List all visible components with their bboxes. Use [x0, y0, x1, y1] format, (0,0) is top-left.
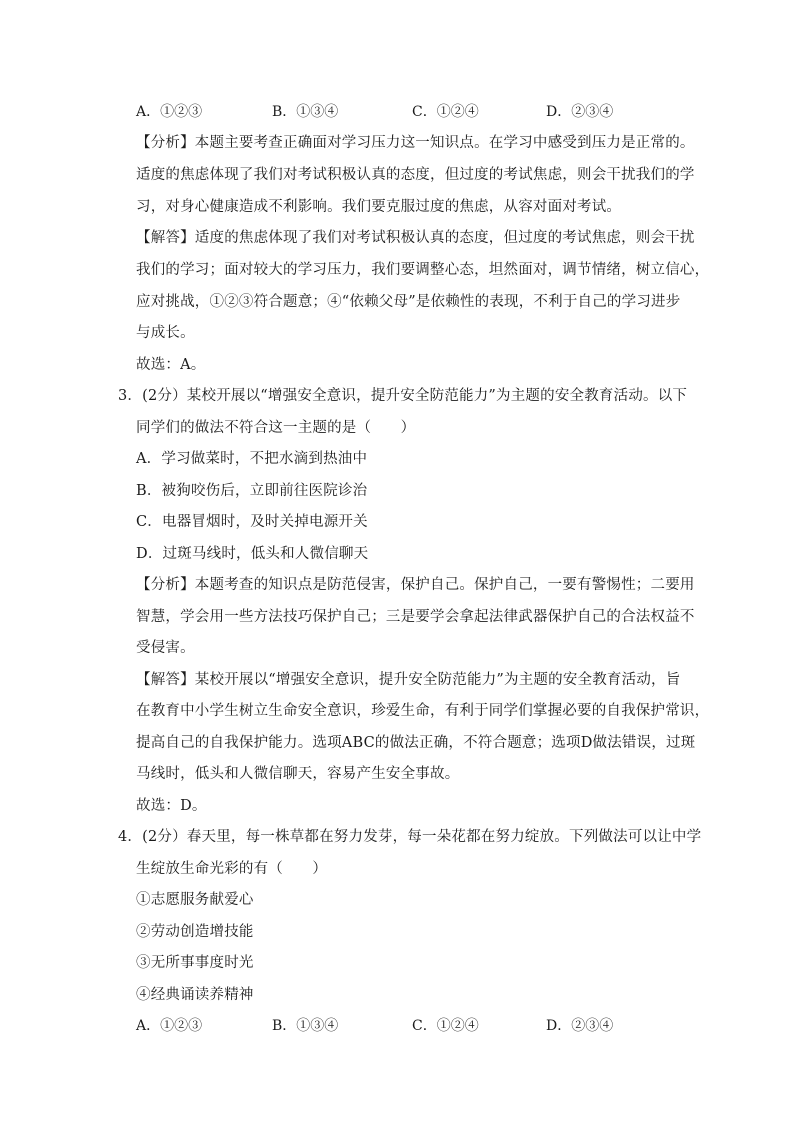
question-3-stem: 3．(2分）某校开展以“增强安全意识，提升安全防范能力”为主题的安全教育活动。以下 [118, 388, 688, 404]
analysis-line: 智慧，学会用一些方法技巧保护自己；三是要学会拿起法律武器保护自己的合法权益不 [136, 609, 695, 625]
question-4-item-4: ④经典诵读养精神 [136, 987, 254, 1003]
option-a: A．①②③ [136, 1018, 203, 1034]
option-a: A．①②③ [136, 104, 203, 120]
question-4-stem: 生绽放生命光彩的有（ ） [136, 861, 328, 877]
answer-line: 与成长。 [136, 325, 195, 341]
option-d: D．②③④ [546, 1018, 614, 1034]
question-3-stem: 同学们的做法不符合这一主题的是（ ） [136, 420, 416, 436]
question-3-option-c: C．电器冒烟时，及时关掉电源开关 [136, 514, 368, 530]
option-b: B．①③④ [272, 1018, 339, 1034]
option-b: B．①③④ [272, 104, 339, 120]
answer-line: 【解答】某校开展以“增强安全意识，提升安全防范能力”为主题的安全教育活动，旨 [136, 672, 681, 688]
answer-line: 我们的学习；面对较大的学习压力，我们要调整心态，坦然面对，调节情绪，树立信心， [136, 262, 710, 278]
question-4-options [136, 1015, 676, 1037]
question-3-option-a: A．学习做菜时，不把水滴到热油中 [136, 451, 368, 467]
question-4-item-1: ①志愿服务献爱心 [136, 892, 254, 908]
answer-line: 马线时，低头和人微信聊天，容易产生安全事故。 [136, 766, 460, 782]
analysis-line: 【分析】本题主要考查正确面对学习压力这一知识点。在学习中感受到压力是正常的。 [136, 135, 695, 151]
choice-line: 故选：D。 [136, 798, 207, 814]
option-c: C．①②④ [412, 1018, 479, 1034]
analysis-line: 习，对身心健康造成不利影响。我们要克服过度的焦虑，从容对面对考试。 [136, 199, 622, 215]
prev-question-options [136, 101, 676, 123]
analysis-line: 【分析】本题考查的知识点是防范侵害，保护自己。保护自己，一要有警惕性；二要用 [136, 577, 695, 593]
analysis-line: 适度的焦虑体现了我们对考试积极认真的态度，但过度的考试焦虑，则会干扰我们的学 [136, 167, 695, 183]
answer-line: 提高自己的自我保护能力。选项ABC的做法正确，不符合题意；选项D做法错误，过斑 [136, 735, 696, 751]
question-4-stem: 4．(2分）春天里，每一株草都在努力发芽，每一朵花都在努力绽放。下列做法可以让中学 [118, 829, 702, 845]
question-4-item-3: ③无所事事度时光 [136, 955, 254, 971]
question-3-option-b: B．被狗咬伤后，立即前往医院诊治 [136, 483, 368, 499]
question-4-item-2: ②劳动创造增技能 [136, 924, 254, 940]
option-d: D．②③④ [546, 104, 614, 120]
answer-line: 【解答】适度的焦虑体现了我们对考试积极认真的态度，但过度的考试焦虑，则会干扰 [136, 230, 695, 246]
analysis-line: 受侵害。 [136, 640, 195, 656]
choice-line: 故选：A。 [136, 357, 206, 373]
question-3-option-d: D．过斑马线时，低头和人微信聊天 [136, 546, 369, 562]
answer-line: 在教育中小学生树立生命安全意识，珍爱生命，有利于同学们掌握必要的自我保护常识， [136, 703, 710, 719]
option-c: C．①②④ [412, 104, 479, 120]
answer-line: 应对挑战，①②③符合题意；④“依赖父母”是依赖性的表现，不利于自己的学习进步 [136, 294, 681, 310]
